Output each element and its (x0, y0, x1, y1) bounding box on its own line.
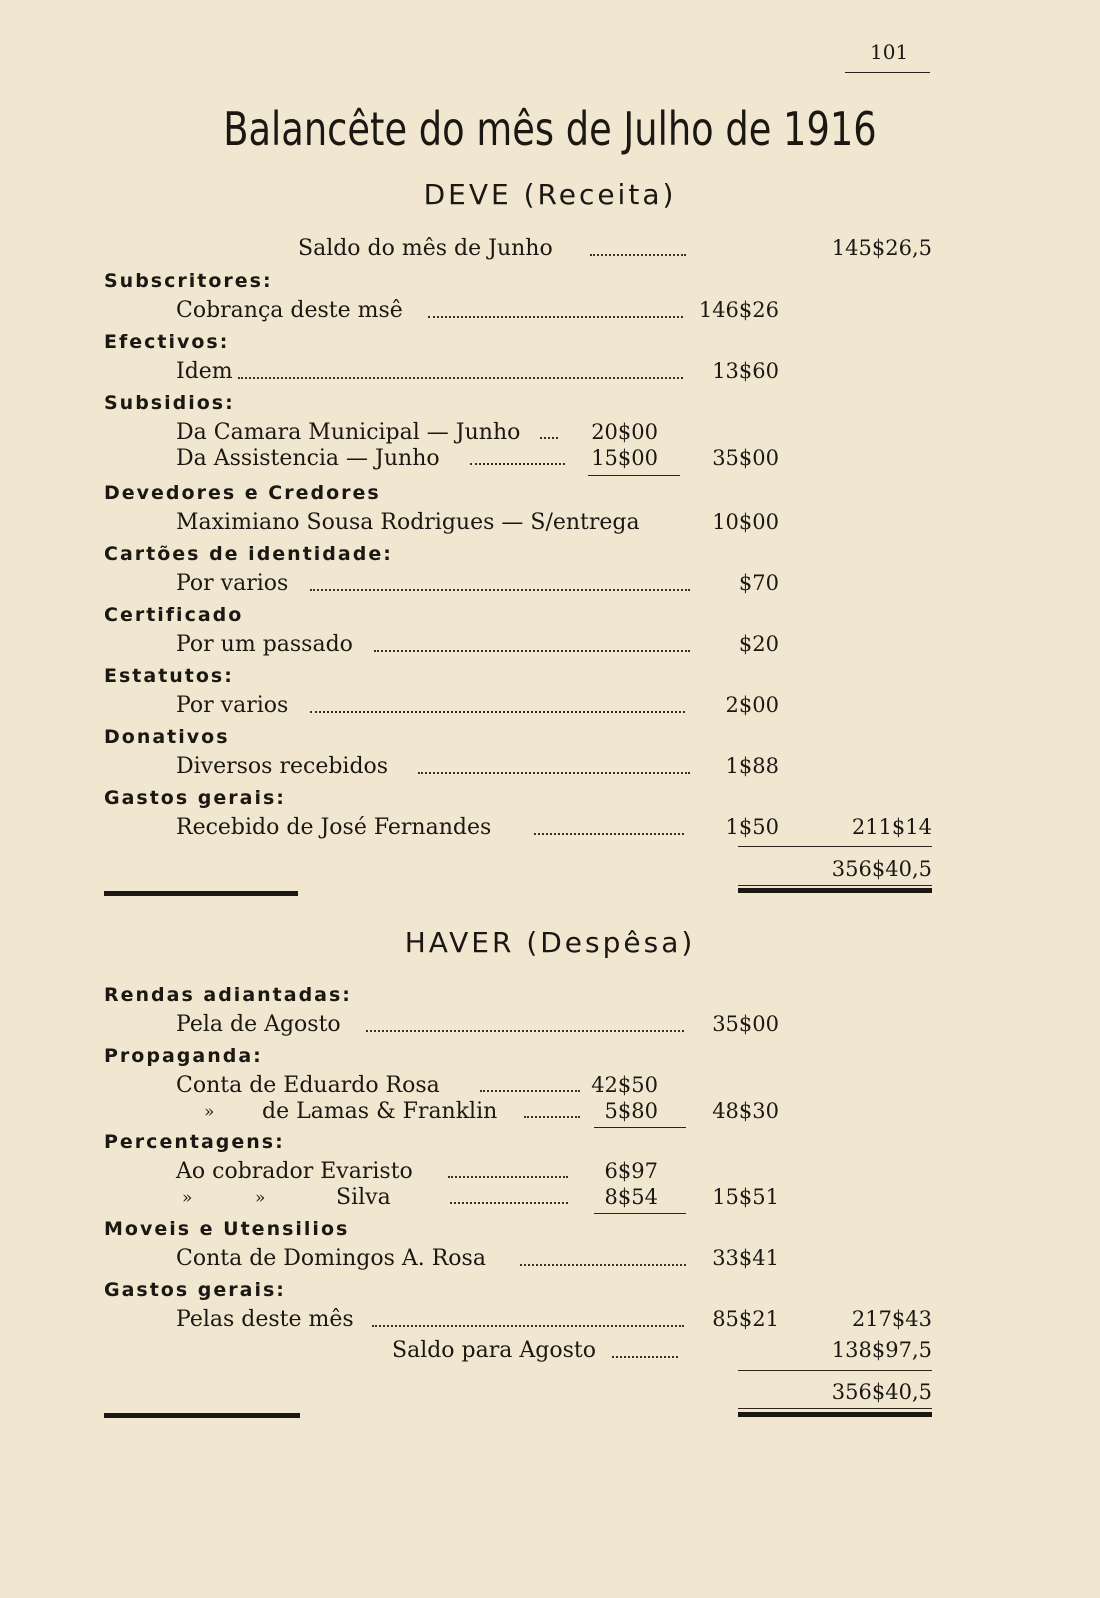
page-title: Balancête do mês de Julho de 1916 (223, 102, 877, 156)
opening-balance-label: Saldo do mês de Junho (298, 236, 553, 261)
ledger-row (0, 1012, 1100, 1040)
ledger-row (0, 693, 1100, 721)
closing-balance-row (0, 1338, 1100, 1366)
ledger-row (0, 446, 1100, 472)
row-label: Ao cobrador Evaristo (176, 1159, 413, 1184)
row-amount: $70 (738, 571, 779, 595)
grand-total: 356$40,5 (831, 1380, 932, 1404)
page-number: 101 (870, 40, 909, 64)
group-heading-percentagens: Percentagens: (104, 1131, 285, 1153)
row-label: Recebido de José Fernandes (176, 815, 492, 840)
leader-dots (310, 589, 690, 591)
ledger-row (0, 754, 1100, 782)
row-amount: 33$41 (712, 1246, 779, 1270)
row-amount: 146$26 (698, 298, 779, 322)
leader-dots (534, 833, 684, 835)
leader-dots (612, 1356, 678, 1358)
row-amount: 48$30 (712, 1099, 779, 1123)
haver-heading: HAVER (Despêsa) (404, 926, 696, 959)
ledger-row (0, 359, 1100, 387)
subtotal-rule (594, 1213, 686, 1214)
group-heading-estatutos: Estatutos: (104, 665, 234, 687)
ledger-row (0, 1073, 1100, 1099)
row-label: Diversos recebidos (176, 754, 389, 779)
leader-dots (520, 1264, 686, 1266)
grand-total-row (0, 1380, 1100, 1408)
group-heading-propaganda: Propaganda: (104, 1045, 263, 1067)
ledger-row (0, 1185, 1100, 1211)
leader-dots (480, 1090, 580, 1092)
group-heading-donativos: Donativos (104, 726, 230, 748)
grand-total-row (0, 857, 1100, 885)
subtotal-rule (588, 475, 680, 476)
group-heading-cartoes: Cartões de identidade: (104, 543, 393, 565)
row-label: Da Camara Municipal — Junho (176, 420, 521, 445)
row-sub-amount: 8$54 (604, 1185, 658, 1209)
leader-dots (470, 463, 565, 465)
group-heading-gastos-haver: Gastos gerais: (104, 1279, 286, 1301)
row-label: Cobrança deste msê (176, 298, 403, 323)
row-sub-amount: 5$80 (604, 1099, 658, 1123)
row-label: Conta de Eduardo Rosa (176, 1073, 440, 1098)
total-rule (738, 1370, 932, 1371)
opening-balance-total: 145$26,5 (831, 236, 932, 260)
leader-dots (310, 711, 685, 713)
leader-dots (428, 316, 683, 318)
section-end-rule (738, 1412, 932, 1417)
row-label: Conta de Domingos A. Rosa (176, 1246, 486, 1271)
row-amount: 1$50 (725, 815, 779, 839)
group-heading-gastos: Gastos gerais: (104, 787, 286, 809)
group-heading-subsidios: Subsidios: (104, 392, 235, 414)
row-amount: 1$88 (725, 754, 779, 778)
group-heading-subscritores: Subscritores: (104, 270, 273, 292)
row-label: Pelas deste mês (176, 1307, 354, 1332)
ledger-row (0, 1159, 1100, 1185)
ledger-row (0, 571, 1100, 599)
section-end-rule (738, 888, 932, 893)
ledger-row (0, 298, 1100, 326)
row-total: 217$43 (851, 1307, 932, 1331)
leader-dots (374, 650, 690, 652)
ledger-row (0, 815, 1100, 843)
leader-dots (238, 377, 683, 379)
total-rule (738, 846, 932, 847)
subtotal-rule (594, 1127, 686, 1128)
row-sub-amount: 42$50 (591, 1073, 658, 1097)
ledger-row (0, 420, 1100, 446)
leader-dots (418, 772, 690, 774)
closing-balance-total: 138$97,5 (831, 1338, 932, 1362)
ledger-row (0, 632, 1100, 660)
row-label: Por varios (176, 693, 289, 718)
row-label: Idem (176, 359, 233, 384)
leader-dots (366, 1030, 684, 1032)
section-end-rule (104, 891, 298, 896)
total-rule (738, 1408, 932, 1409)
leader-dots (450, 1202, 568, 1204)
row-amount: $20 (738, 632, 779, 656)
row-total: 211$14 (851, 815, 932, 839)
row-amount: 2$00 (725, 693, 779, 717)
row-amount: 35$00 (712, 446, 779, 470)
row-label: Da Assistencia — Junho (176, 446, 440, 471)
row-amount: 85$21 (712, 1307, 779, 1331)
leader-dots (540, 437, 558, 439)
ledger-row (0, 1307, 1100, 1335)
row-sub-amount: 15$00 (591, 446, 658, 470)
opening-balance-row (0, 236, 1100, 264)
row-amount: 35$00 (712, 1012, 779, 1036)
group-heading-devedores: Devedores e Credores (104, 482, 381, 504)
ditto-mark: » (255, 1188, 266, 1208)
row-sub-amount: 6$97 (604, 1159, 658, 1183)
ledger-row (0, 1099, 1100, 1125)
row-label: de Lamas & Franklin (262, 1099, 498, 1124)
row-amount: 10$00 (712, 510, 779, 534)
group-heading-certificado: Certificado (104, 604, 244, 626)
leader-dots (448, 1176, 568, 1178)
row-amount: 15$51 (712, 1185, 779, 1209)
ledger-row (0, 1246, 1100, 1274)
leader-dots (590, 254, 686, 256)
group-heading-efectivos: Efectivos: (104, 331, 230, 353)
row-label: Por um passado (176, 632, 353, 657)
ditto-mark: » (204, 1102, 215, 1122)
closing-balance-label: Saldo para Agosto (392, 1338, 596, 1363)
group-heading-rendas: Rendas adiantadas: (104, 984, 352, 1006)
row-sub-amount: 20$00 (591, 420, 658, 444)
row-label: Silva (336, 1185, 391, 1210)
page-number-rule (845, 72, 930, 73)
total-rule (738, 885, 932, 886)
row-label: Pela de Agosto (176, 1012, 341, 1037)
group-heading-moveis: Moveis e Utensilios (104, 1218, 350, 1240)
ledger-row (0, 510, 1100, 538)
ditto-mark: » (182, 1188, 193, 1208)
row-amount: 13$60 (712, 359, 779, 383)
deve-heading: DEVE (Receita) (423, 178, 677, 211)
leader-dots (372, 1325, 684, 1327)
grand-total: 356$40,5 (831, 857, 932, 881)
section-end-rule (104, 1413, 300, 1418)
row-label: Por varios (176, 571, 289, 596)
row-label: Maximiano Sousa Rodrigues — S/entrega (176, 510, 640, 535)
leader-dots (524, 1116, 580, 1118)
